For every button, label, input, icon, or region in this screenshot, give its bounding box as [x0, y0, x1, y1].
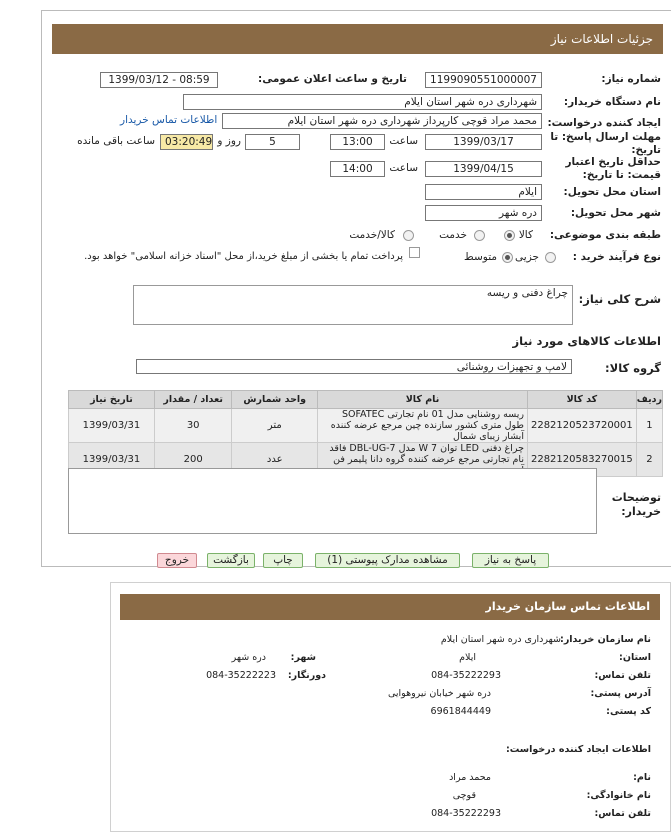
validity-date-field: 1399/04/15 [425, 161, 542, 177]
cell-date: 1399/03/31 [69, 443, 155, 477]
creator-family-label: نام خانوادگی: [586, 790, 651, 801]
contact-postal-label: کد پستی: [606, 706, 651, 717]
purchase-medium-radio[interactable] [502, 252, 513, 263]
summary-label: شرح کلی نیاز: [578, 292, 661, 306]
cell-date: 1399/03/31 [69, 409, 155, 443]
goods-table [68, 390, 663, 477]
goods-group-field: لامپ و تجهیزات روشنائی [136, 359, 572, 374]
province-label: استان محل تحویل: [563, 186, 661, 198]
col-name: نام کالا [318, 391, 528, 409]
exit-button[interactable]: خروج [157, 553, 197, 568]
buyer-contact-link[interactable]: اطلاعات تماس خریدار [120, 114, 218, 126]
contact-province: ایلام [459, 652, 476, 663]
goods-info-title: اطلاعات کالاهای مورد نیاز [512, 334, 661, 348]
contact-title: اطلاعات تماس سازمان خریدار [120, 594, 660, 620]
contact-phone: 084-35222293 [431, 670, 501, 681]
province-field: ایلام [425, 184, 542, 200]
treasury-payment-note: پرداخت تمام یا بخشی از مبلغ خرید،از محل "اسناد خزانه اسلامی" خواهد بود. [84, 251, 403, 262]
validity-time-field: 14:00 [330, 161, 385, 177]
creator-phone-label: تلفن تماس: [594, 808, 651, 819]
contact-address: دره شهر خیابان نیروهوایی [387, 688, 491, 699]
deadline-label-2: تاریخ: [631, 144, 661, 156]
cell-unit: متر [232, 409, 318, 443]
need-number-field: 1199090551000007 [425, 72, 542, 88]
contact-fax-label: دورنگار: [287, 670, 326, 681]
contact-fax: 084-35222223 [206, 670, 276, 681]
table-row [69, 409, 663, 443]
col-unit: واحد شمارش [232, 391, 318, 409]
contact-org: شهرداری دره شهر استان ایلام [440, 634, 561, 645]
col-code: کد کالا [527, 391, 636, 409]
creator-label: ایجاد کننده درخواست: [547, 117, 661, 129]
reply-button[interactable]: پاسخ به نیاز [472, 553, 549, 568]
days-label: روز و [217, 135, 241, 147]
buyer-org-field: شهرداری دره شهر استان ایلام [183, 94, 542, 110]
category-goods-label: کالا [518, 229, 533, 241]
creator-family: قوچی [452, 790, 476, 801]
col-date: تاریخ نیاز [69, 391, 155, 409]
cell-code: 2282120583270015 [527, 443, 636, 477]
city-field: دره شهر [425, 205, 542, 221]
creator-field: محمد مراد قوچی کارپرداز شهرداری دره شهر استان ایلام [222, 113, 542, 129]
creator-phone: 084-35222293 [431, 808, 501, 819]
deadline-label: مهلت ارسال پاسخ: تا [550, 131, 661, 143]
table-header-row [69, 391, 663, 409]
remaining-label: ساعت باقی مانده [77, 135, 155, 147]
back-button[interactable]: بازگشت [207, 553, 255, 568]
cell-row: 1 [636, 409, 662, 443]
purchase-medium-label: متوسط [464, 251, 497, 263]
summary-field: چراغ دفنی و ریسه [133, 285, 573, 325]
buyer-org-label: نام دستگاه خریدار: [563, 96, 661, 108]
cell-unit: عدد [232, 443, 318, 477]
col-qty: تعداد / مقدار [154, 391, 232, 409]
cell-name: ریسه روشنایی مدل 01 نام تجارتی SOFATEC طول متری کشور سازنده چین مرجع عرضه کننده آبشار زیبای شمال [318, 409, 528, 443]
need-number-label: شماره نیاز: [601, 73, 661, 85]
purchase-partial-label: جزیی [515, 251, 539, 263]
deadline-date-field: 1399/03/17 [425, 134, 542, 150]
buyer-notes-field [68, 468, 597, 534]
creator-info-title: اطلاعات ایجاد کننده درخواست: [505, 744, 651, 755]
deadline-time-label: ساعت [389, 135, 418, 147]
buyer-notes-label-2: خریدار: [621, 505, 661, 518]
city-label: شهر محل تحویل: [570, 207, 661, 219]
announce-label: تاریخ و ساعت اعلان عمومی: [258, 73, 407, 85]
cell-row: 2 [636, 443, 662, 477]
remaining-time-badge: 03:20:49 [160, 134, 213, 150]
print-button[interactable]: چاپ [263, 553, 303, 568]
validity-time-label: ساعت [389, 162, 418, 174]
attachments-button[interactable]: مشاهده مدارک پیوستی (1) [315, 553, 460, 568]
purchase-type-label: نوع فرآیند خرید : [572, 251, 661, 263]
col-row: ردیف [636, 391, 662, 409]
treasury-payment-checkbox[interactable] [409, 247, 420, 258]
category-service-label: خدمت [439, 229, 467, 241]
contact-city: دره شهر [231, 652, 266, 663]
contact-org-label: نام سازمان خریدار: [560, 634, 651, 645]
contact-phone-label: تلفن تماس: [594, 670, 651, 681]
buyer-notes-label: توضیحات [611, 491, 661, 504]
contact-province-label: استان: [619, 652, 651, 663]
cell-name: چراغ دفنی LED توان W 7 مدل DBL-UG-7 فاقد نام تجارتی مرجع عرضه کننده گروه دانا پلیمر فن [318, 443, 528, 477]
category-goods-service-radio[interactable] [403, 230, 414, 241]
contact-address-label: آدرس پستی: [590, 688, 651, 699]
contact-city-label: شهر: [290, 652, 316, 663]
validity-label: حداقل تاریخ اعتبار [565, 156, 661, 168]
validity-label-2: قیمت: تا تاریخ: [582, 169, 661, 181]
announce-field: 1399/03/12 - 08:59 [100, 72, 218, 88]
purchase-partial-radio[interactable] [545, 252, 556, 263]
days-field: 5 [245, 134, 300, 150]
creator-name-label: نام: [633, 772, 651, 783]
cell-qty: 200 [154, 443, 232, 477]
cell-qty: 30 [154, 409, 232, 443]
goods-group-label: گروه کالا: [605, 361, 661, 375]
contact-postal: 6961844449 [430, 706, 491, 717]
category-label: طبقه بندی موضوعی: [549, 229, 661, 241]
creator-name: محمد مراد [449, 772, 491, 783]
category-service-radio[interactable] [474, 230, 485, 241]
cell-code: 2282120523720001 [527, 409, 636, 443]
category-goods-service-label: کالا/خدمت [349, 229, 395, 241]
page-title: جزئیات اطلاعات نیاز [52, 24, 663, 54]
category-goods-radio[interactable] [504, 230, 515, 241]
deadline-time-field: 13:00 [330, 134, 385, 150]
